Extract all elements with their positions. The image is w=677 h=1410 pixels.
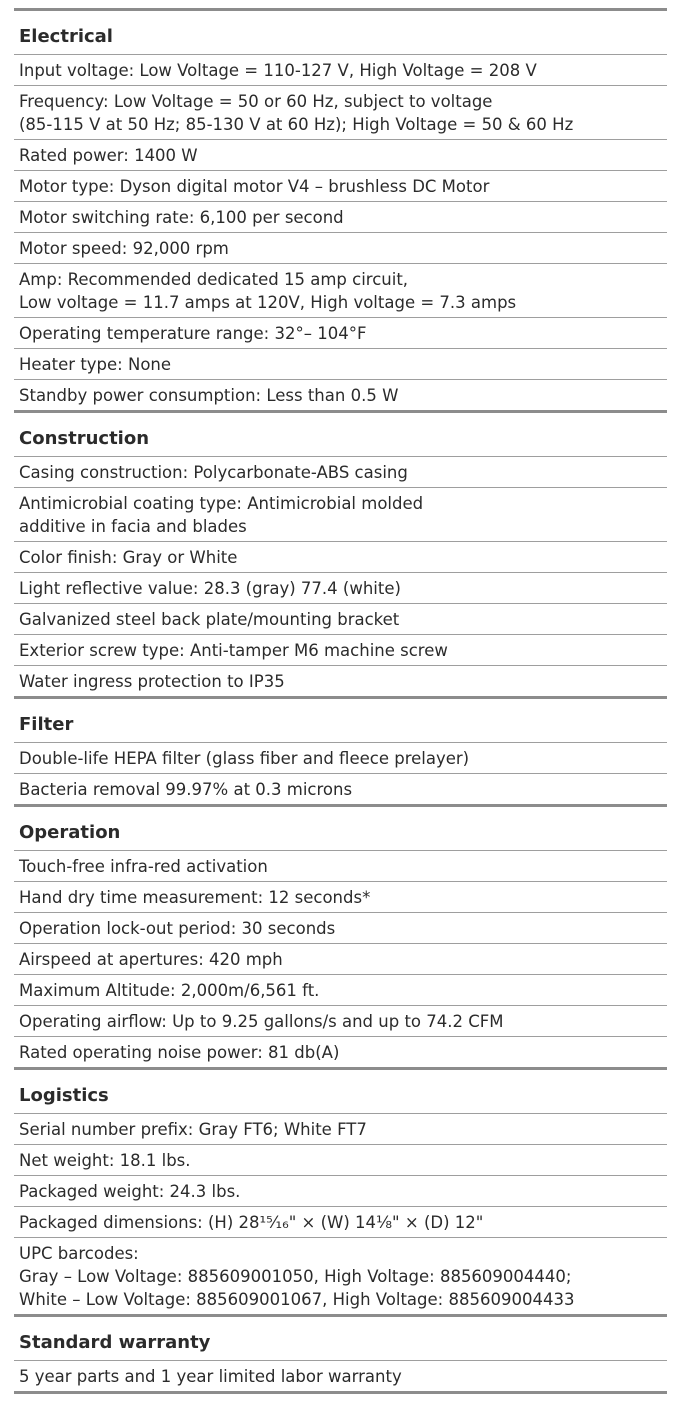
spec-row-text: Touch-free infra-red activation [19, 857, 268, 876]
spec-row-text: Serial number prefix: Gray FT6; White FT7 [19, 1120, 367, 1139]
spec-row-text: Packaged dimensions: (H) 28¹⁵⁄₁₆" × (W) 14⅛" × (D) 12" [19, 1213, 484, 1232]
spec-row [14, 1005, 667, 1036]
spec-row-text: Casing construction: Polycarbonate-ABS casing [19, 463, 408, 482]
spec-section [14, 8, 667, 410]
spec-row-text: Motor speed: 92,000 rpm [19, 239, 229, 258]
spec-section [14, 1314, 667, 1394]
spec-row-text: Amp: Recommended dedicated 15 amp circuit, [19, 270, 409, 289]
spec-row [14, 881, 667, 912]
spec-row-text: Galvanized steel back plate/mounting bracket [19, 610, 400, 629]
section-heading: Filter [19, 714, 74, 735]
spec-row [14, 541, 667, 572]
spec-row-text: Bacteria removal 99.97% at 0.3 microns [19, 780, 353, 799]
spec-row [14, 1113, 667, 1144]
spec-row [14, 634, 667, 665]
spec-row [14, 348, 667, 379]
spec-row-text: Water ingress protection to IP35 [19, 672, 285, 691]
spec-row [14, 974, 667, 1005]
spec-row [14, 1206, 667, 1237]
spec-section [14, 804, 667, 1067]
spec-row-text: Double-life HEPA filter (glass fiber and fleece prelayer) [19, 749, 470, 768]
spec-row-text: Motor type: Dyson digital motor V4 – brushless DC Motor [19, 177, 490, 196]
section-heading: Standard warranty [19, 1332, 211, 1353]
spec-row [14, 1144, 667, 1175]
spec-row [14, 263, 667, 317]
spec-row-text: Exterior screw type: Anti-tamper M6 machine screw [19, 641, 448, 660]
spec-row-text: Frequency: Low Voltage = 50 or 60 Hz, subject to voltage [19, 92, 493, 111]
spec-row-text: Packaged weight: 24.3 lbs. [19, 1182, 241, 1201]
spec-row [14, 773, 667, 804]
spec-row [14, 487, 667, 541]
spec-row-text: Rated operating noise power: 81 db(A) [19, 1043, 340, 1062]
section-heading: Operation [19, 822, 121, 843]
spec-row [14, 456, 667, 487]
spec-row-text: 5 year parts and 1 year limited labor warranty [19, 1367, 402, 1386]
spec-row-text: Operation lock-out period: 30 seconds [19, 919, 336, 938]
spec-row [14, 379, 667, 410]
spec-row-text: Net weight: 18.1 lbs. [19, 1151, 191, 1170]
spec-section [14, 410, 667, 696]
spec-row [14, 572, 667, 603]
spec-row [14, 1360, 667, 1391]
spec-row-text: additive in facia and blades [19, 517, 247, 536]
spec-row-text: Hand dry time measurement: 12 seconds* [19, 888, 371, 907]
section-heading: Electrical [19, 26, 113, 47]
spec-row-text: Heater type: None [19, 355, 172, 374]
spec-row-text: Gray – Low Voltage: 885609001050, High Voltage: 885609004440; [19, 1267, 572, 1286]
spec-row-text: Color finish: Gray or White [19, 548, 238, 567]
spec-row-text: Input voltage: Low Voltage = 110-127 V, High Voltage = 208 V [19, 61, 537, 80]
spec-row [14, 54, 667, 85]
spec-row [14, 742, 667, 773]
spec-row [14, 912, 667, 943]
spec-row [14, 85, 667, 139]
spec-row-text: White – Low Voltage: 885609001067, High Voltage: 885609004433 [19, 1290, 575, 1309]
spec-row-text: Motor switching rate: 6,100 per second [19, 208, 344, 227]
spec-row-text: Antimicrobial coating type: Antimicrobial molded [19, 494, 424, 513]
spec-row [14, 603, 667, 634]
section-heading: Logistics [19, 1085, 109, 1106]
section-heading: Construction [19, 428, 150, 449]
spec-row-text: Operating temperature range: 32°– 104°F [19, 324, 367, 343]
spec-row-text: UPC barcodes: [19, 1244, 139, 1263]
spec-row-text: Operating airflow: Up to 9.25 gallons/s and up to 74.2 CFM [19, 1012, 504, 1031]
spec-row-text: Rated power: 1400 W [19, 146, 198, 165]
spec-row-text: (85-115 V at 50 Hz; 85-130 V at 60 Hz); High Voltage = 50 & 60 Hz [19, 115, 574, 134]
spec-row [14, 170, 667, 201]
spec-sheet [14, 8, 667, 1394]
spec-row-text: Light reflective value: 28.3 (gray) 77.4 (white) [19, 579, 401, 598]
spec-section [14, 1067, 667, 1314]
spec-row [14, 1036, 667, 1067]
spec-row [14, 943, 667, 974]
spec-row [14, 1237, 667, 1314]
spec-row-text: Low voltage = 11.7 amps at 120V, High voltage = 7.3 amps [19, 293, 517, 312]
spec-row [14, 317, 667, 348]
spec-section [14, 696, 667, 804]
spec-row [14, 850, 667, 881]
spec-row [14, 232, 667, 263]
spec-row [14, 201, 667, 232]
spec-row-text: Maximum Altitude: 2,000m/6,561 ft. [19, 981, 320, 1000]
spec-row [14, 665, 667, 696]
spec-row-text: Airspeed at apertures: 420 mph [19, 950, 283, 969]
spec-row [14, 139, 667, 170]
spec-row [14, 1175, 667, 1206]
spec-row-text: Standby power consumption: Less than 0.5 W [19, 386, 399, 405]
